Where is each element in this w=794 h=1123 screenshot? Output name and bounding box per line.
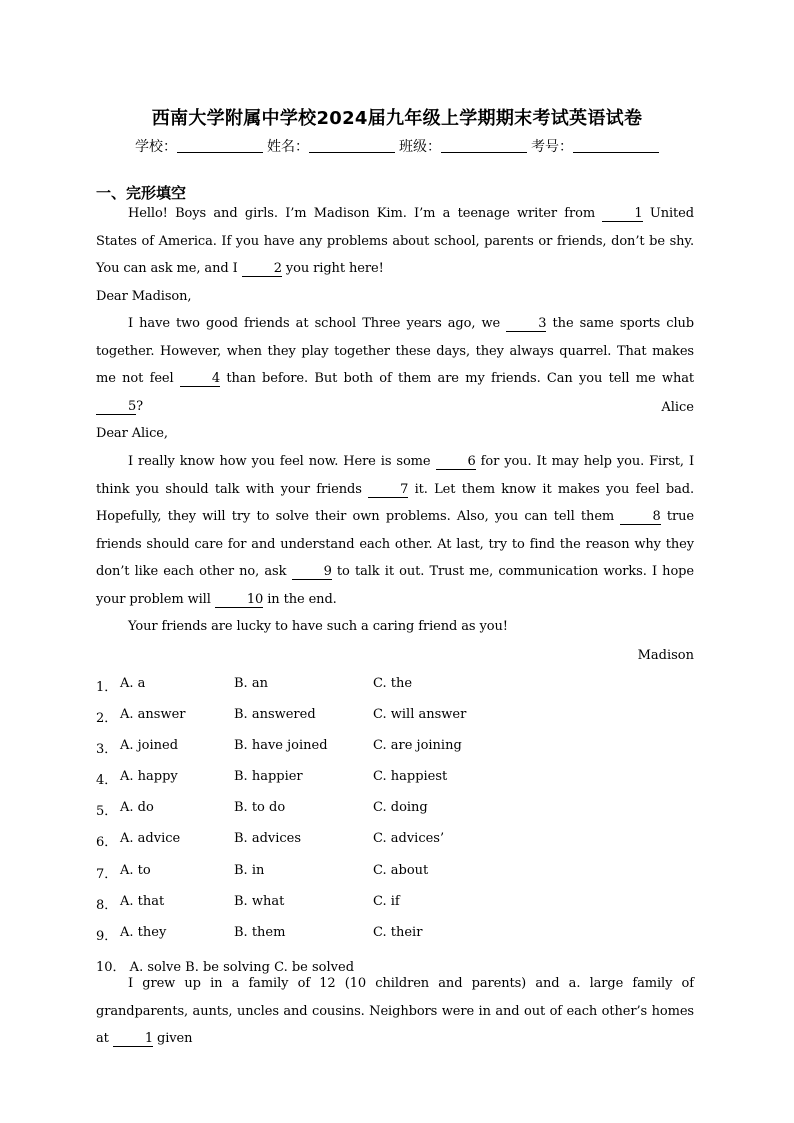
letter1-text-c: than before. But both of them are my friends. Can you tell me what (220, 371, 694, 386)
option-a: A. a (120, 676, 146, 691)
page-title: 西南大学附属中学校2024届九年级上学期期末考试英语试卷 (151, 108, 643, 129)
school-blank (177, 138, 263, 153)
option-c: C. their (373, 925, 423, 940)
exam-number-label: 考号： (531, 139, 573, 155)
student-info-line (0, 136, 794, 156)
option-b: B. advices (234, 831, 302, 846)
exam-number-blank (573, 138, 659, 153)
option-c: C. happiest (373, 769, 448, 784)
option-a: A. answer (120, 707, 186, 722)
passage2-blank-1: 1 (113, 1031, 153, 1047)
passage2-text-a: I grew up in a family of 12 (10 children and parents) and a. large family of grandparents, aunts, uncles and cousins. Neighbors were in and out of each other’s homes at (96, 976, 694, 1046)
option-b: B. them (234, 925, 286, 940)
option-row-10: 10． A. solve B. be solving C. be solved (96, 960, 355, 975)
option-number: 8． (96, 898, 118, 913)
option-b: B. in (234, 863, 265, 878)
name-blank (309, 138, 395, 153)
intro-text-c: you right here! (281, 261, 384, 276)
option-a: A. to (120, 863, 151, 878)
closing-line: Your friends are lucky to have such a caring friend as you! (128, 619, 508, 634)
blank-6: 6 (436, 454, 476, 470)
salutation-madison: Dear Madison, (96, 289, 192, 304)
letter2-text-c: it. Let them know it makes you feel bad. Hopefully, they will try to solve their own problems. Also, you can tell them (96, 481, 695, 524)
blank-1: 1 (602, 206, 642, 222)
signature-madison: Madison (637, 648, 694, 663)
blank-7: 7 (368, 482, 408, 498)
option-number: 4． (96, 773, 118, 788)
class-label: 班级： (399, 139, 441, 155)
option-c: C. about (373, 863, 429, 878)
section-heading: 一、完形填空 (96, 184, 187, 202)
blank-8: 8 (620, 509, 660, 525)
option-number: 1． (96, 680, 118, 695)
option-c: C. if (373, 894, 400, 909)
passage2-paragraph (96, 970, 694, 1053)
name-label: 姓名： (267, 139, 309, 155)
blank-4: 4 (180, 371, 220, 387)
blank-9: 9 (292, 564, 332, 580)
option-a: A. do (120, 800, 154, 815)
option-number: 2． (96, 711, 118, 726)
salutation-alice: Dear Alice, (96, 426, 168, 441)
option-number: 7． (96, 867, 118, 882)
option-b: B. what (234, 894, 285, 909)
intro-text-b: United States of America. If you have any problems about school, parents or friends, don’t be shy. You can ask me, and I (96, 206, 694, 276)
option-b: B. to do (234, 800, 286, 815)
blank-5: 5 (96, 399, 136, 415)
option-c: C. the (373, 676, 413, 691)
passage2-text-b: given (152, 1031, 193, 1046)
intro-text-a: Hello! Boys and girls. I’m Madison Kim. I’m a teenage writer from (128, 206, 603, 221)
option-b: B. answered (234, 707, 316, 722)
option-number: 6． (96, 835, 118, 850)
option-c: C. are joining (373, 738, 462, 753)
option-number: 9． (96, 929, 118, 944)
option-b: B. have joined (234, 738, 328, 753)
option-c: C. advices’ (373, 831, 445, 846)
letter2-text-b: for you. It may help you. First, I think you should talk with your friends (96, 454, 694, 497)
letter1-text-b: the same sports club together. However, when they play together these days, they always quarrel. That makes me not feel (96, 316, 694, 386)
option-a: A. that (120, 894, 165, 909)
option-c: C. will answer (373, 707, 467, 722)
class-blank (441, 138, 527, 153)
letter2-text-e: to talk it out. Trust me, communication works. I hope your problem will (96, 564, 694, 607)
blank-3: 3 (506, 316, 546, 332)
option-b: B. an (234, 676, 268, 691)
school-label: 学校： (135, 139, 177, 155)
letter1-text-a: I have two good friends at school Three years ago, we (128, 316, 507, 331)
option-a: A. joined (120, 738, 179, 753)
letter-madison-paragraph (96, 448, 694, 613)
option-number: 5． (96, 804, 118, 819)
option-b: B. happier (234, 769, 303, 784)
option-c: C. doing (373, 800, 428, 815)
letter-alice-paragraph (96, 310, 694, 420)
option-a: A. advice (120, 831, 181, 846)
signature-alice: Alice (661, 400, 694, 415)
option-number: 3． (96, 742, 118, 757)
option-a: A. they (120, 925, 167, 940)
blank-10: 10 (215, 592, 263, 608)
blank-2: 2 (242, 261, 282, 277)
letter2-text-d: true friends should care for and understand each other. At last, try to find the reason why they don’t like each other no, ask (96, 509, 695, 579)
letter2-text-a: I really know how you feel now. Here is some (128, 454, 436, 469)
intro-paragraph (96, 200, 694, 283)
option-a: A. happy (120, 769, 178, 784)
letter1-text-d: ? (136, 398, 144, 414)
letter2-text-f: in the end. (263, 591, 337, 607)
